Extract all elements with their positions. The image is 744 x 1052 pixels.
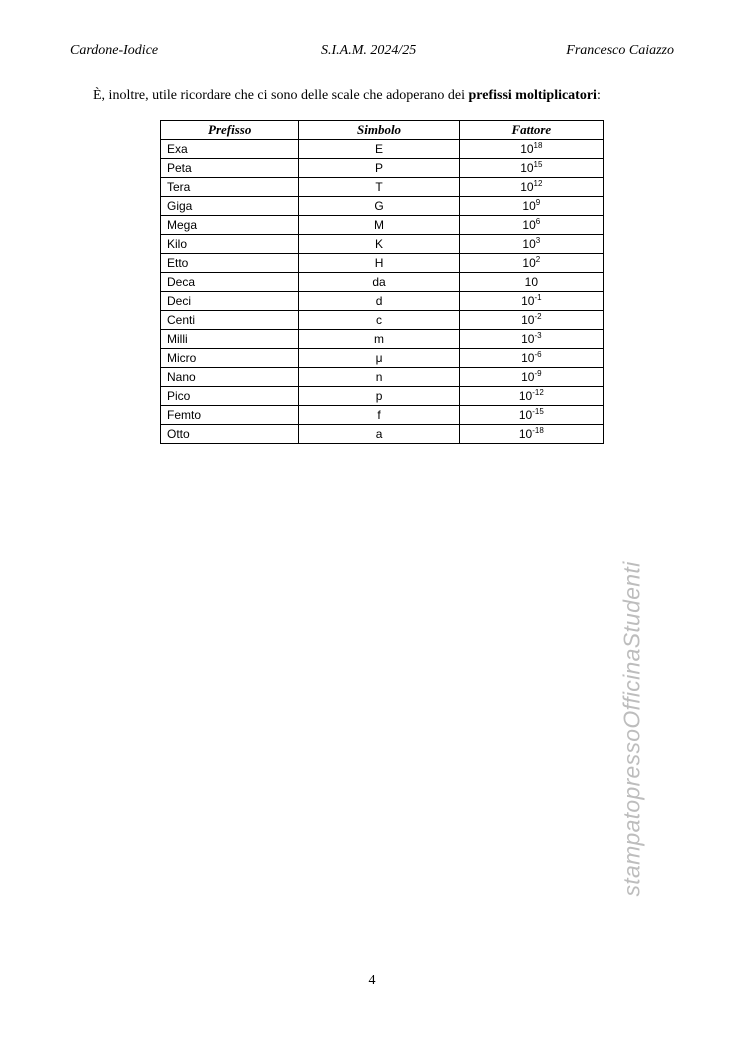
header-fattore: Fattore [459, 121, 603, 140]
factor-base: 10 [522, 237, 536, 251]
prefix-factor-cell [459, 330, 603, 349]
prefix-symbol-cell: T [299, 178, 459, 197]
prefix-factor-cell [459, 311, 603, 330]
prefix-factor-cell [459, 387, 603, 406]
page-header [70, 43, 674, 63]
factor-exponent: 15 [533, 160, 543, 169]
intro-bold-term: prefissi moltiplicatori [468, 88, 597, 103]
prefix-symbol-cell: f [299, 406, 459, 425]
prefix-symbol-cell: a [299, 425, 459, 444]
prefix-symbol-cell: G [299, 197, 459, 216]
prefix-symbol-cell: μ [299, 349, 459, 368]
header-author-right: Francesco Caiazzo [566, 43, 674, 58]
factor-base: 10 [518, 408, 533, 422]
factor-base: 10 [521, 332, 535, 346]
prefix-factor-cell [459, 197, 603, 216]
prefix-name-cell: Nano [161, 368, 299, 387]
prefix-symbol-cell: M [299, 216, 459, 235]
prefix-name-cell: Deci [161, 292, 299, 311]
prefix-symbol-cell: c [299, 311, 459, 330]
intro-text: È, inoltre, utile ricordare che ci sono delle scale che adoperano dei [93, 88, 469, 103]
prefix-name-cell: Peta [161, 159, 299, 178]
factor-base: 10 [522, 218, 536, 232]
prefix-table-body [161, 140, 604, 444]
table-row [161, 387, 604, 406]
factor-base: 10 [522, 256, 536, 270]
prefix-symbol-cell: d [299, 292, 459, 311]
factor-exponent: -3 [534, 331, 542, 340]
prefix-name-cell: Tera [161, 178, 299, 197]
table-row [161, 197, 604, 216]
factor-exponent: 6 [535, 217, 541, 226]
prefix-symbol-cell: p [299, 387, 459, 406]
factor-exponent: 18 [533, 141, 543, 150]
prefix-name-cell: Centi [161, 311, 299, 330]
table-row [161, 349, 604, 368]
prefix-factor-cell [459, 178, 603, 197]
header-simbolo: Simbolo [299, 121, 459, 140]
table-row [161, 406, 604, 425]
factor-exponent: 2 [535, 255, 541, 264]
prefix-table-head [161, 121, 604, 140]
header-authors: Cardone-Iodice [70, 43, 159, 58]
factor-base: 10 [520, 180, 534, 194]
factor-exponent: -1 [534, 293, 542, 302]
prefix-name-cell: Mega [161, 216, 299, 235]
prefix-name-cell: Giga [161, 197, 299, 216]
prefix-symbol-cell: da [299, 273, 459, 292]
watermark-text: stampatopressoOfficinaStudenti [618, 561, 645, 897]
prefix-table [160, 120, 604, 444]
prefix-name-cell: Femto [161, 406, 299, 425]
table-row [161, 311, 604, 330]
factor-exponent: -15 [532, 407, 544, 416]
prefix-symbol-cell: m [299, 330, 459, 349]
factor-exponent: 9 [535, 198, 541, 207]
intro-colon: : [596, 88, 601, 103]
prefix-factor-cell [459, 235, 603, 254]
prefix-symbol-cell: H [299, 254, 459, 273]
header-course: S.I.A.M. 2024/25 [321, 43, 417, 58]
header-prefisso: Prefisso [161, 121, 299, 140]
factor-base: 10 [521, 294, 535, 308]
table-row [161, 368, 604, 387]
prefix-table-header-row [161, 121, 604, 140]
prefix-name-cell: Milli [161, 330, 299, 349]
table-row [161, 140, 604, 159]
prefix-name-cell: Micro [161, 349, 299, 368]
prefix-name-cell: Exa [161, 140, 299, 159]
table-row [161, 235, 604, 254]
factor-exponent: -18 [532, 426, 544, 435]
prefix-factor-cell [459, 254, 603, 273]
prefix-name-cell: Pico [161, 387, 299, 406]
prefix-factor-cell [459, 292, 603, 311]
table-row [161, 292, 604, 311]
prefix-symbol-cell: P [299, 159, 459, 178]
factor-exponent: 3 [535, 236, 541, 245]
factor-base: 10 [521, 370, 535, 384]
factor-exponent: -2 [534, 312, 542, 321]
intro-paragraph [93, 88, 601, 104]
table-row [161, 425, 604, 444]
prefix-symbol-cell: K [299, 235, 459, 254]
factor-base: 10 [520, 142, 534, 156]
prefix-factor-cell [459, 159, 603, 178]
prefix-name-cell: Etto [161, 254, 299, 273]
factor-base: 10 [522, 199, 536, 213]
prefix-name-cell: Deca [161, 273, 299, 292]
table-row [161, 330, 604, 349]
prefix-factor-cell [459, 425, 603, 444]
factor-base: 10 [521, 313, 535, 327]
prefix-symbol-cell: E [299, 140, 459, 159]
factor-base: 10 [518, 389, 533, 403]
factor-base: 10 [518, 427, 533, 441]
page-number: 4 [368, 973, 376, 988]
factor-exponent: 12 [533, 179, 543, 188]
factor-base: 10 [521, 351, 535, 365]
prefix-factor-cell [459, 406, 603, 425]
factor-base: 10 [524, 275, 538, 289]
factor-exponent: -12 [532, 388, 544, 397]
table-row [161, 254, 604, 273]
prefix-factor-cell [459, 368, 603, 387]
prefix-factor-cell [459, 140, 603, 159]
factor-base: 10 [520, 161, 534, 175]
table-row [161, 273, 604, 292]
factor-exponent: -9 [534, 369, 542, 378]
prefix-symbol-cell: n [299, 368, 459, 387]
prefix-name-cell: Kilo [161, 235, 299, 254]
table-row [161, 178, 604, 197]
prefix-name-cell: Otto [161, 425, 299, 444]
table-row [161, 216, 604, 235]
prefix-factor-cell [459, 349, 603, 368]
prefix-factor-cell [459, 216, 603, 235]
table-row [161, 159, 604, 178]
factor-exponent: -6 [534, 350, 542, 359]
prefix-factor-cell [459, 273, 603, 292]
